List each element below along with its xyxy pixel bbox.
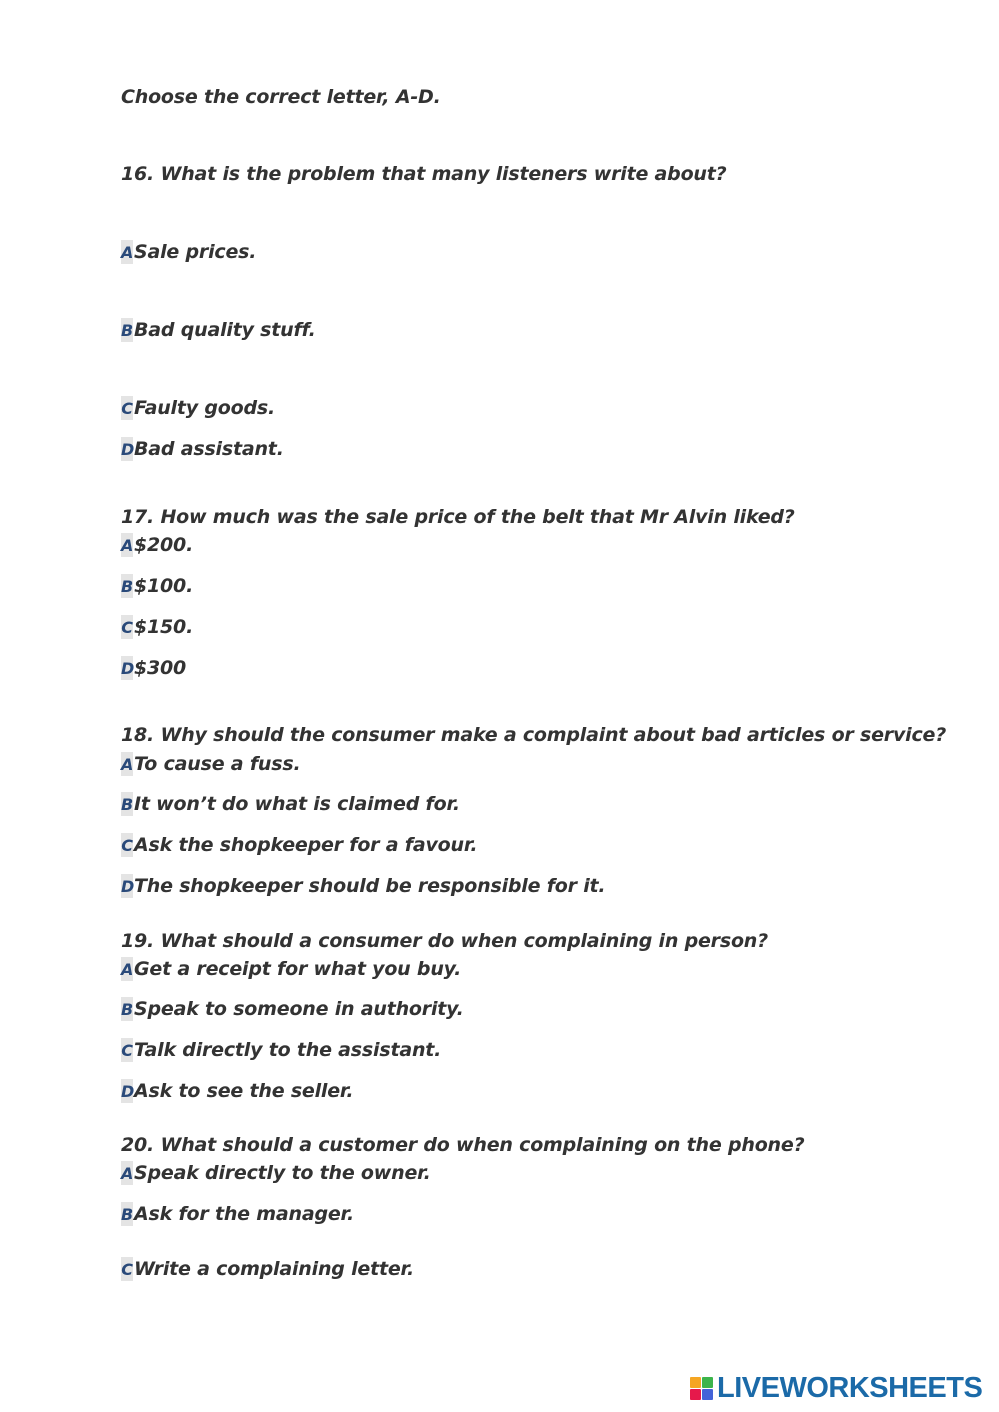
option-19-b[interactable] [121, 996, 464, 1022]
option-17-a[interactable] [121, 532, 193, 558]
option-letter[interactable]: B [121, 318, 133, 342]
option-letter[interactable]: B [121, 1202, 133, 1226]
option-text: Speak directly to the owner. [134, 1162, 431, 1184]
option-letter[interactable]: A [121, 240, 133, 264]
option-text: Bad quality stuff. [134, 319, 316, 341]
option-16-a[interactable] [121, 239, 256, 265]
option-letter[interactable]: D [121, 874, 133, 898]
logo-blocks-icon [690, 1377, 713, 1400]
option-letter[interactable]: C [121, 1257, 133, 1281]
option-18-d[interactable] [121, 873, 605, 899]
question-20: 20. What should a customer do when complaining on the phone? [121, 1134, 805, 1156]
option-letter[interactable]: D [121, 437, 133, 461]
question-17: 17. How much was the sale price of the belt that Mr Alvin liked? [121, 506, 795, 528]
option-text: $300 [134, 657, 187, 679]
option-text: Ask to see the seller. [134, 1080, 354, 1102]
option-text: $100. [134, 575, 194, 597]
option-18-b[interactable] [121, 791, 460, 817]
question-18: 18. Why should the consumer make a complaint about bad articles or service? [121, 724, 947, 746]
instruction-text: Choose the correct letter, A-D. [121, 86, 441, 108]
option-letter[interactable]: C [121, 1038, 133, 1062]
option-text: Speak to someone in authority. [134, 998, 464, 1020]
option-letter[interactable]: B [121, 574, 133, 598]
option-letter[interactable]: B [121, 792, 133, 816]
option-16-b[interactable] [121, 317, 316, 343]
option-17-c[interactable] [121, 614, 193, 640]
option-text: $200. [134, 534, 194, 556]
option-text: Ask for the manager. [134, 1203, 355, 1225]
option-text: Sale prices. [134, 241, 257, 263]
option-17-b[interactable] [121, 573, 193, 599]
option-letter[interactable]: A [121, 533, 133, 557]
option-18-c[interactable] [121, 832, 477, 858]
option-text: To cause a fuss. [134, 753, 301, 775]
option-text: $150. [134, 616, 194, 638]
option-letter[interactable]: A [121, 957, 133, 981]
option-text: It won’t do what is claimed for. [134, 793, 460, 815]
option-19-c[interactable] [121, 1037, 441, 1063]
option-text: The shopkeeper should be responsible for it. [134, 875, 606, 897]
liveworksheets-logo [690, 1372, 982, 1404]
option-letter[interactable]: D [121, 1079, 133, 1103]
option-letter[interactable]: A [121, 752, 133, 776]
option-letter[interactable]: A [121, 1161, 133, 1185]
option-letter[interactable]: C [121, 615, 133, 639]
option-text: Ask the shopkeeper for a favour. [134, 834, 478, 856]
option-letter[interactable]: C [121, 396, 133, 420]
option-16-d[interactable] [121, 436, 284, 462]
option-letter[interactable]: B [121, 997, 133, 1021]
question-16: 16. What is the problem that many listeners write about? [121, 163, 727, 185]
option-20-a[interactable] [121, 1160, 431, 1186]
question-19: 19. What should a consumer do when complaining in person? [121, 930, 768, 952]
logo-text: LIVEWORKSHEETS [717, 1371, 983, 1404]
option-text: Write a complaining letter. [134, 1258, 415, 1280]
option-20-c[interactable] [121, 1256, 414, 1282]
option-letter[interactable]: C [121, 833, 133, 857]
option-18-a[interactable] [121, 751, 300, 777]
option-20-b[interactable] [121, 1201, 354, 1227]
option-text: Bad assistant. [134, 438, 284, 460]
option-text: Talk directly to the assistant. [134, 1039, 442, 1061]
option-16-c[interactable] [121, 395, 275, 421]
option-letter[interactable]: D [121, 656, 133, 680]
option-17-d[interactable] [121, 655, 186, 681]
option-19-a[interactable] [121, 956, 461, 982]
option-text: Faulty goods. [134, 397, 275, 419]
option-19-d[interactable] [121, 1078, 353, 1104]
option-text: Get a receipt for what you buy. [134, 958, 462, 980]
